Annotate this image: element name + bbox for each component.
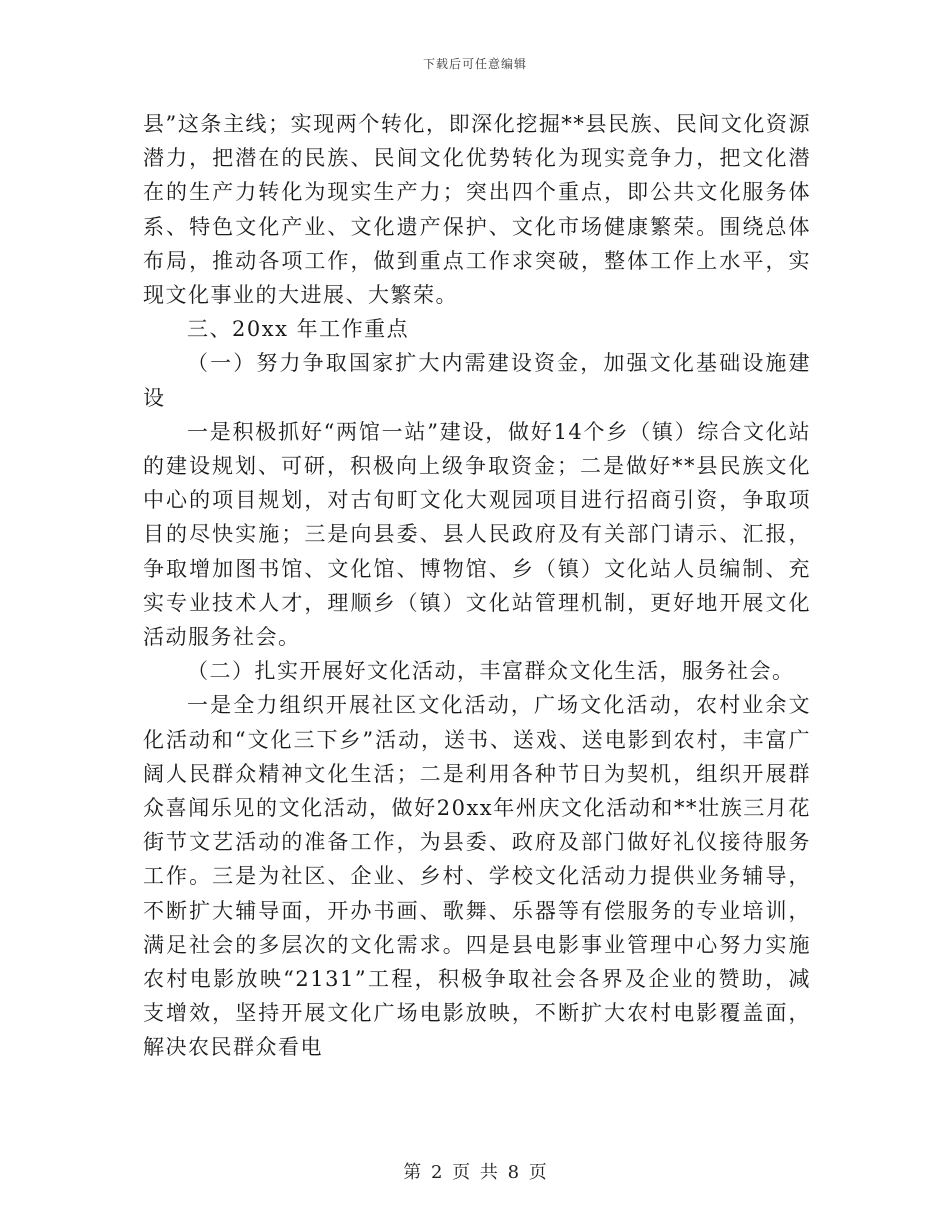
subsection-heading-1: （一）努力争取国家扩大内需建设资金，加强文化基础设施建设 (143, 351, 811, 410)
paragraph-infrastructure: 一是积极抓好“两馆一站”建设，做好14个乡（镇）综合文化站的建设规划、可研，积极向上级争取资金；二是做好**县民族文化中心的项目规划，对古旬町文化大观园项目进行招商引资，争取项目的尽快实施；三是向县委、县人民政府及有关部门请示、汇报，争取增加图书馆、文化馆、博物馆、乡（镇）文化站人员编制、充实专业技术人才，理顺乡（镇）文化站管理机制，更好地开展文化活动服务社会。 (143, 419, 811, 650)
page-header: 下载后可任意编辑 (422, 57, 527, 71)
subsection-heading-2: （二）扎实开展好文化活动，丰富群众文化生活，服务社会。 (187, 659, 795, 684)
section-heading-2020-priorities: 三、20xx 年工作重点 (187, 317, 410, 342)
paragraph-intro-continuation: 县”这条主线；实现两个转化，即深化挖掘**县民族、民间文化资源潜力，把潜在的民族、民间文化优势转化为现实竞争力，把文化潜在的生产力转化为现实生产力；突出四个重点，即公共文化服务体系、特色文化产业、文化遗产保护、文化市场健康繁荣。围绕总体布局，推动各项工作，做到重点工作求突破，整体工作上水平，实现文化事业的大进展、大繁荣。 (143, 112, 811, 308)
document-body (143, 107, 811, 1065)
page-footer-page-number: 第 2 页 共 8 页 (403, 1162, 547, 1183)
paragraph-cultural-activities: 一是全力组织开展社区文化活动，广场文化活动，农村业余文化活动和“文化三下乡”活动，送书、送戏、送电影到农村，丰富广阔人民群众精神文化生活；二是利用各种节日为契机，组织开展群众喜闻乐见的文化活动，做好20xx年州庆文化活动和**壮族三月花街节文艺活动的准备工作，为县委、政府及部门做好礼仪接待服务工作。三是为社区、企业、乡村、学校文化活动力提供业务辅导，不断扩大辅导面，开办书画、歌舞、乐器等有偿服务的专业培训，满足社会的多层次的文化需求。四是县电影事业管理中心努力实施农村电影放映“2131”工程，积极争取社会各界及企业的赞助，减支增效，坚持开展文化广场电影放映，不断扩大农村电影覆盖面，解决农民群众看电 (143, 693, 811, 1060)
